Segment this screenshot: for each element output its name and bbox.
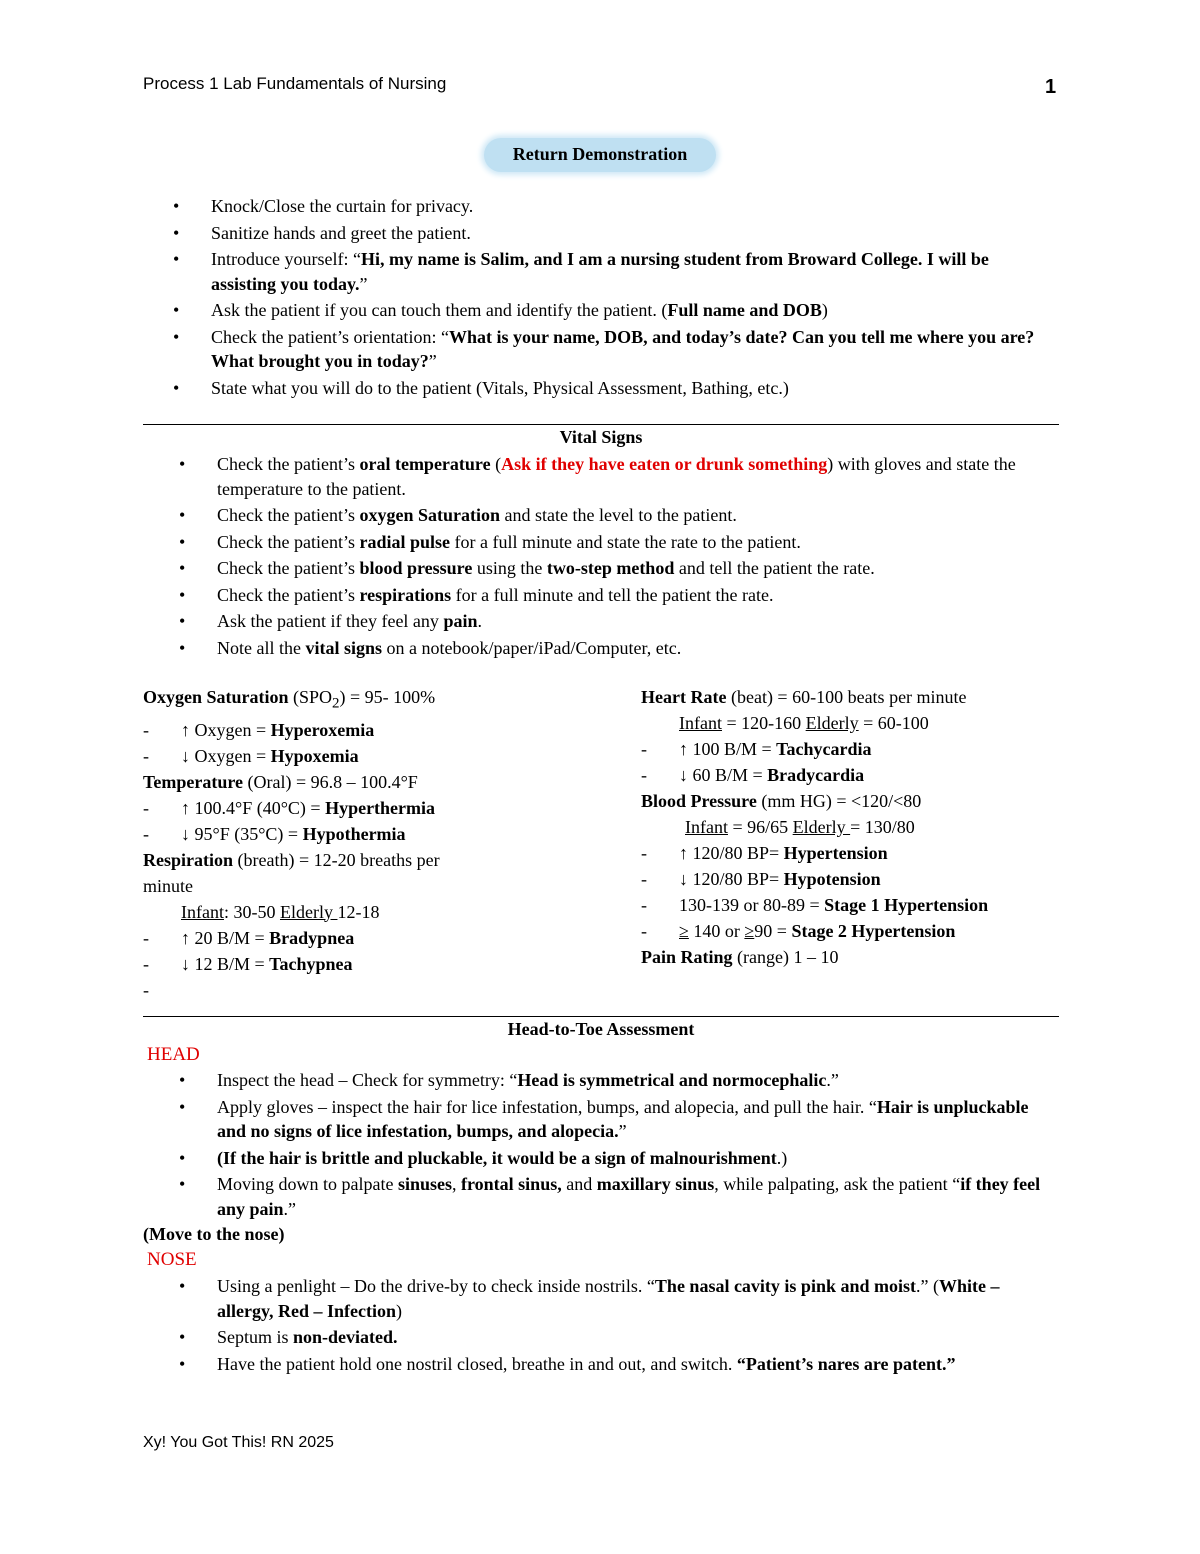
text-run: (SPO	[288, 687, 333, 707]
text-run: Oxygen Saturation	[143, 687, 289, 707]
head-list	[179, 1068, 1054, 1223]
text-run: frontal sinus,	[461, 1174, 562, 1194]
range-line	[641, 866, 1061, 892]
text-run: .)	[776, 1147, 788, 1168]
text-run: Respiration	[143, 849, 233, 870]
text-run: Stage 1 Hypertension	[824, 895, 989, 915]
text-run: ↑ 100.4°F (40°C) =	[181, 797, 326, 818]
text-run: Check the patient’s orientation: “	[211, 326, 449, 347]
text-run: ”	[618, 1121, 627, 1141]
text-run: Hyperthermia	[325, 797, 436, 818]
dash-marker: -	[641, 843, 647, 863]
text-run: Infant	[679, 713, 722, 733]
range-line	[641, 684, 1061, 710]
footer-text: Xy! You Got This! RN 2025	[143, 1434, 334, 1451]
text-run: Ask the patient if you can touch them and identify the patient. (	[211, 300, 668, 320]
bullet-item	[179, 636, 1039, 661]
bullet-item	[179, 1274, 1039, 1323]
text-run: (beat) = 60-100 beats per minute	[726, 687, 967, 707]
dash-marker: -	[641, 869, 647, 889]
text-run: if they feel any pain	[217, 1174, 1041, 1219]
page-number: 1	[1045, 76, 1057, 98]
text-run: = 130/80	[850, 817, 915, 837]
text-run: ↑ Oxygen =	[181, 719, 271, 740]
dash-marker: -	[641, 765, 647, 785]
text-run: (Oral) = 96.8 – 100.4°F	[242, 771, 418, 792]
dash-marker: -	[143, 745, 149, 766]
range-line	[641, 814, 1061, 840]
text-run: maxillary sinus	[596, 1174, 715, 1194]
range-line	[143, 743, 613, 769]
text-run: Apply gloves – inspect the hair for lice infestation, bumps, and alopecia, and pull the hair. “	[217, 1096, 877, 1117]
text-run: non-deviated.	[293, 1327, 398, 1347]
text-run: Infant	[181, 901, 224, 922]
text-run: (	[490, 454, 502, 474]
bullet-item	[179, 583, 1039, 608]
dash-marker: -	[143, 719, 149, 740]
text-run: Sanitize hands and greet the patient.	[211, 222, 471, 243]
text-run: minute	[143, 875, 193, 896]
return-demo-heading	[480, 134, 720, 176]
text-run: and	[561, 1174, 597, 1194]
text-run: Check the patient’s	[217, 531, 360, 552]
divider	[143, 1016, 1059, 1017]
head-label: HEAD	[147, 1044, 200, 1065]
dash-marker: -	[143, 823, 149, 844]
text-run: 140 or	[688, 921, 745, 941]
bullet-item	[179, 1095, 1054, 1144]
range-line	[641, 944, 1061, 970]
text-run: Full name and DOB	[667, 300, 822, 320]
bullet-item	[173, 194, 1058, 219]
text-run: Hypoxemia	[270, 745, 359, 766]
text-run: using the	[472, 558, 547, 578]
text-run: vital signs	[305, 637, 383, 658]
head-to-toe-title: Head-to-Toe Assessment	[507, 1019, 695, 1039]
text-run: ↓ 12 B/M =	[181, 953, 270, 974]
bullet-item	[173, 325, 1058, 374]
text-run: for a full minute and state the rate to the patient.	[450, 531, 801, 552]
text-run: Elderly	[805, 713, 859, 733]
text-run: )	[395, 1300, 402, 1321]
text-run: oxygen Saturation	[359, 505, 500, 525]
text-run: .	[477, 611, 482, 631]
text-run: 2	[332, 695, 340, 712]
text-run: Tachycardia	[776, 739, 872, 759]
range-line	[641, 892, 1061, 918]
text-run: ) = 95- 100%	[339, 687, 436, 707]
text-run: Elderly	[279, 901, 338, 922]
bullet-item	[179, 1146, 1054, 1171]
text-run: Blood Pressure	[641, 791, 757, 811]
ranges-right-column	[641, 684, 1061, 970]
text-run: White – allergy, Red – Infection	[217, 1276, 1000, 1321]
text-run: (breath) = 12-20 breaths per	[233, 849, 440, 870]
bullet-item	[173, 376, 1058, 401]
bullet-item	[179, 1068, 1054, 1093]
text-run: ↓ 60 B/M =	[679, 765, 768, 785]
text-run: , while palpating, ask the patient “	[714, 1174, 961, 1194]
bullet-item	[173, 221, 1058, 246]
bullet-item	[173, 298, 1058, 323]
text-run: ≥	[744, 921, 755, 941]
nose-label: NOSE	[147, 1249, 197, 1270]
range-line	[641, 918, 1061, 944]
dash-marker: -	[641, 739, 647, 759]
text-run: Tachypnea	[269, 953, 353, 974]
text-run: Check the patient’s	[217, 558, 360, 578]
range-line	[641, 840, 1061, 866]
text-run: on a notebook/paper/iPad/Computer, etc.	[382, 637, 682, 658]
text-run: ↑ 100 B/M =	[679, 739, 777, 759]
divider	[143, 424, 1059, 425]
text-run: Septum is	[217, 1327, 294, 1347]
bullet-item	[179, 452, 1039, 501]
ranges-left-column	[143, 684, 613, 1003]
text-run: oral temperature	[359, 454, 491, 474]
text-run: pain	[443, 611, 478, 631]
text-run: ↑ 120/80 BP=	[679, 843, 784, 863]
text-run: Bradypnea	[269, 927, 355, 948]
text-run: = 96/65	[727, 817, 793, 837]
text-run: radial pulse	[359, 531, 450, 552]
text-run: ↓ Oxygen =	[181, 745, 271, 766]
range-line	[143, 951, 613, 977]
text-run: Note all the	[217, 637, 306, 658]
bullet-item	[179, 530, 1039, 555]
return-demo-title: Return Demonstration	[512, 144, 688, 164]
text-run: Stage 2 Hypertension	[791, 921, 956, 941]
range-line	[143, 873, 613, 899]
text-run: Check the patient’s	[217, 584, 360, 605]
range-line	[143, 684, 613, 717]
return-demo-list	[173, 194, 1058, 402]
text-run: ≥	[679, 921, 689, 941]
text-run: Moving down to palpate	[217, 1174, 398, 1194]
text-run: Temperature	[143, 771, 243, 792]
text-run: Bradycardia	[767, 765, 865, 785]
text-run: Elderly	[792, 817, 851, 837]
move-note: (Move to the nose)	[143, 1224, 285, 1244]
text-run: = 60-100	[858, 713, 929, 733]
text-run: Head is symmetrical and normocephalic	[517, 1070, 827, 1090]
text-run: ”	[428, 351, 437, 371]
dash-marker: -	[143, 953, 149, 974]
text-run: ,	[452, 1174, 462, 1194]
bullet-item	[179, 556, 1039, 581]
text-run: Have the patient hold one nostril closed, breathe in and out, and switch.	[217, 1353, 737, 1374]
text-run: Pain Rating	[641, 947, 733, 967]
range-line	[143, 847, 613, 873]
text-run: and state the level to the patient.	[499, 505, 737, 525]
range-line	[641, 710, 1061, 736]
text-run: Introduce yourself: “	[211, 249, 361, 269]
text-run: two-step method	[546, 558, 675, 578]
range-line	[143, 977, 613, 1003]
range-line	[641, 762, 1061, 788]
text-run: Hyperoxemia	[270, 719, 375, 740]
text-run: 90 =	[754, 921, 792, 941]
text-run: (mm HG) = <120/<80	[756, 791, 922, 811]
range-line	[143, 769, 613, 795]
text-run: ”	[359, 273, 368, 294]
text-run: Check the patient’s	[217, 454, 360, 474]
text-run: Infant	[685, 817, 728, 837]
text-run: : 30-50	[223, 901, 280, 922]
text-run: ) with gloves and state the temperature to the patient.	[217, 454, 1016, 499]
text-run: “Patient’s nares are patent.”	[736, 1353, 956, 1374]
text-run: Knock/Close the curtain for privacy.	[211, 196, 474, 216]
text-run: Ask if they have eaten or drunk something	[501, 454, 828, 474]
text-run: Hypotension	[783, 869, 881, 889]
vital-signs-list	[179, 452, 1039, 662]
text-run: blood pressure	[359, 558, 473, 578]
dash-marker: -	[143, 797, 149, 818]
range-line	[143, 795, 613, 821]
text-run: )	[821, 300, 828, 320]
vital-signs-title: Vital Signs	[559, 427, 643, 447]
text-run: Hypothermia	[302, 823, 406, 844]
text-run: Heart Rate	[641, 687, 727, 707]
range-line	[641, 788, 1061, 814]
text-run: ↓ 120/80 BP=	[679, 869, 784, 889]
bullet-item	[179, 503, 1039, 528]
text-run: The nasal cavity is pink and moist	[654, 1276, 916, 1296]
dash-marker: -	[641, 921, 647, 941]
header-title: Process 1 Lab Fundamentals of Nursing	[143, 74, 447, 93]
dash-marker: -	[143, 979, 149, 1000]
text-run: .”	[826, 1070, 839, 1090]
range-line	[641, 736, 1061, 762]
range-line	[143, 899, 613, 925]
text-run: = 120-160	[721, 713, 806, 733]
text-run: for a full minute and tell the patient the rate.	[451, 584, 774, 605]
text-run: ↓ 95°F (35°C) =	[181, 823, 303, 844]
text-run: .”	[283, 1198, 297, 1219]
dash-marker: -	[641, 895, 647, 915]
text-run: ↑ 20 B/M =	[181, 927, 270, 948]
text-run: Hi, my name is Salim, and I am a nursing student from Broward College. I will be assisting you today.	[211, 249, 989, 294]
bullet-item	[173, 247, 1058, 296]
range-line	[143, 717, 613, 743]
bullet-item	[179, 1352, 1039, 1377]
text-run: respirations	[359, 584, 452, 605]
text-run: Hypertension	[783, 843, 888, 863]
text-run: .” (	[915, 1276, 939, 1296]
text-run: sinuses	[397, 1174, 453, 1194]
text-run: What is your name, DOB, and today’s date? Can you tell me where you are? What brought you in today?	[211, 326, 1035, 371]
text-run: (If the hair is brittle and pluckable, it would be a sign of malnourishment	[217, 1147, 777, 1168]
bullet-item	[179, 1325, 1039, 1350]
text-run: Hair is unpluckable and no signs of lice infestation, bumps, and alopecia.	[217, 1096, 1029, 1141]
nose-list	[179, 1274, 1039, 1378]
text-run: 130-139 or 80-89 =	[679, 895, 825, 915]
text-run: and tell the patient the rate.	[674, 558, 875, 578]
text-run: Check the patient’s	[217, 505, 360, 525]
range-line	[143, 925, 613, 951]
text-run: 12-18	[337, 901, 380, 922]
bullet-item	[179, 609, 1039, 634]
text-run: Using a penlight – Do the drive-by to check inside nostrils. “	[217, 1276, 655, 1296]
text-run: State what you will do to the patient (Vitals, Physical Assessment, Bathing, etc.)	[211, 377, 789, 398]
bullet-item	[179, 1172, 1054, 1221]
text-run: (range) 1 – 10	[732, 947, 839, 967]
range-line	[143, 821, 613, 847]
text-run: Ask the patient if they feel any	[217, 611, 444, 631]
dash-marker: -	[143, 927, 149, 948]
text-run: Inspect the head – Check for symmetry: “	[217, 1070, 518, 1090]
